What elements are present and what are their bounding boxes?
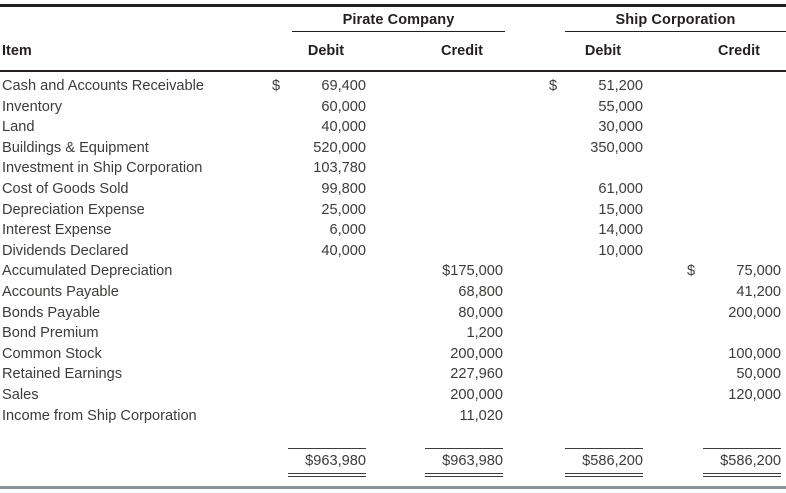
- amount-text: 41,200: [736, 283, 781, 300]
- row-value-pirate-debit: [266, 76, 366, 97]
- amount-text: 350,000: [590, 139, 643, 156]
- amount-text: 103,780: [313, 160, 366, 177]
- amount-text: 30,000: [598, 119, 643, 136]
- row-value-pirate-debit: [266, 117, 366, 138]
- row-value-pirate-credit: [403, 323, 503, 344]
- table-row: [0, 158, 786, 179]
- row-value-ship-credit: [681, 385, 781, 406]
- row-item-label: Sales: [2, 386, 39, 403]
- row-item-label: Common Stock: [2, 345, 102, 362]
- row-item-label: Retained Earnings: [2, 366, 123, 383]
- total-pirate-debit: $963,980: [288, 448, 366, 472]
- group-header-pirate-rule: [292, 31, 505, 33]
- totals-row: [0, 448, 786, 474]
- amount-text: 75,000: [736, 263, 781, 280]
- table-row: [0, 344, 786, 365]
- amount-text: 51,200: [598, 78, 643, 94]
- amount-text: 40,000: [321, 119, 366, 136]
- table-row: [0, 179, 786, 200]
- row-value-ship-debit: [543, 138, 643, 159]
- row-value-pirate-debit: [266, 138, 366, 159]
- amount-text: $175,000: [442, 263, 503, 280]
- row-value-pirate-credit: [403, 364, 503, 385]
- amount-text: 6,000: [329, 222, 366, 239]
- currency-symbol: $: [549, 78, 558, 94]
- amount-text: 200,000: [728, 304, 781, 321]
- amount-text: 14,000: [598, 222, 643, 239]
- column-header-ship-debit: Debit: [584, 43, 622, 59]
- currency-symbol: $: [272, 78, 281, 94]
- row-value-ship-credit: [681, 364, 781, 385]
- amount-text: 227,960: [450, 366, 503, 383]
- amount-text: 40,000: [321, 242, 366, 259]
- row-item-label: Buildings & Equipment: [2, 139, 149, 156]
- row-value-pirate-debit: [266, 200, 366, 221]
- row-item-label: Inventory: [2, 98, 63, 115]
- table-row: [0, 261, 786, 282]
- row-value-pirate-credit: [403, 303, 503, 324]
- amount-text: 55,000: [598, 98, 643, 115]
- table-row: [0, 303, 786, 324]
- table-row: [0, 200, 786, 221]
- row-value-pirate-debit: [266, 241, 366, 262]
- table-row: [0, 406, 786, 427]
- total-ship-debit: $586,200: [565, 448, 643, 472]
- group-header-ship-corporation: [565, 12, 786, 28]
- row-item-label: Interest Expense: [2, 222, 112, 239]
- amount-text: 69,400: [321, 78, 366, 94]
- currency-symbol: $: [687, 263, 696, 280]
- amount-text: 120,000: [728, 386, 781, 403]
- amount-text: 68,800: [458, 283, 503, 300]
- table-row: [0, 282, 786, 303]
- row-value-ship-debit: [543, 76, 643, 97]
- group-header-ship-corporation-label: Ship Corporation: [615, 12, 736, 28]
- table-row: [0, 364, 786, 385]
- column-header-row: [0, 43, 786, 71]
- table-row: [0, 76, 786, 97]
- amount-text: 25,000: [321, 201, 366, 218]
- row-value-ship-debit: [543, 179, 643, 200]
- row-value-ship-credit: [681, 261, 781, 282]
- row-item-label: Land: [2, 119, 35, 136]
- row-item-label: Cost of Goods Sold: [2, 180, 129, 197]
- amount-text: 60,000: [321, 98, 366, 115]
- row-item-label: Cash and Accounts Receivable: [2, 78, 205, 94]
- table-row: [0, 220, 786, 241]
- amount-text: 61,000: [598, 180, 643, 197]
- row-item-label: Bonds Payable: [2, 304, 101, 321]
- group-header-ship-rule: [565, 31, 786, 33]
- amount-text: 15,000: [598, 201, 643, 218]
- row-value-ship-debit: [543, 97, 643, 118]
- row-item-label: Investment in Ship Corporation: [2, 160, 203, 177]
- row-item-label: Income from Ship Corporation: [2, 407, 197, 424]
- row-value-ship-credit: [681, 344, 781, 365]
- amount-text: 1,200: [466, 325, 503, 342]
- column-header-rule: [0, 70, 786, 72]
- row-item-label: Accumulated Depreciation: [2, 263, 173, 280]
- amount-text: 100,000: [728, 345, 781, 362]
- row-value-pirate-credit: [403, 282, 503, 303]
- amount-text: 10,000: [598, 242, 643, 259]
- row-value-ship-debit: [543, 220, 643, 241]
- row-value-pirate-credit: [403, 344, 503, 365]
- amount-text: 80,000: [458, 304, 503, 321]
- row-value-pirate-debit: [266, 179, 366, 200]
- row-value-ship-debit: [543, 200, 643, 221]
- row-value-ship-debit: [543, 241, 643, 262]
- row-value-pirate-debit: [266, 158, 366, 179]
- column-header-pirate-credit: Credit: [441, 43, 483, 59]
- row-value-ship-credit: [681, 303, 781, 324]
- row-value-pirate-debit: [266, 220, 366, 241]
- group-header-pirate-company: [292, 12, 505, 28]
- row-value-pirate-credit: [403, 385, 503, 406]
- top-rule: [0, 4, 786, 7]
- row-item-label: Dividends Declared: [2, 242, 129, 259]
- row-value-pirate-debit: [266, 97, 366, 118]
- table-row: [0, 138, 786, 159]
- row-item-label: Accounts Payable: [2, 283, 119, 300]
- total-pirate-credit: $963,980: [425, 448, 503, 472]
- table-row: [0, 117, 786, 138]
- row-value-pirate-credit: [403, 406, 503, 427]
- row-value-ship-credit: [681, 282, 781, 303]
- table-row: [0, 241, 786, 262]
- group-header-pirate-company-label: Pirate Company: [342, 12, 455, 28]
- amount-text: 11,020: [459, 407, 503, 424]
- table-row: [0, 323, 786, 344]
- column-header-item: Item: [2, 43, 32, 59]
- table-row: [0, 97, 786, 118]
- amount-text: 200,000: [450, 386, 503, 403]
- row-value-ship-debit: [543, 117, 643, 138]
- bottom-rule: [0, 486, 786, 489]
- total-ship-credit: $586,200: [703, 448, 781, 472]
- row-item-label: Bond Premium: [2, 325, 99, 342]
- amount-text: 50,000: [736, 366, 781, 383]
- amount-text: 99,800: [321, 180, 366, 197]
- column-header-ship-credit: Credit: [718, 43, 760, 59]
- table-row: [0, 385, 786, 406]
- column-header-pirate-debit: Debit: [307, 43, 345, 59]
- row-item-label: Depreciation Expense: [2, 201, 145, 218]
- group-header-row: [0, 12, 786, 38]
- row-value-pirate-credit: [403, 261, 503, 282]
- table-body: [0, 76, 786, 426]
- amount-text: 520,000: [313, 139, 366, 156]
- amount-text: 200,000: [450, 345, 503, 362]
